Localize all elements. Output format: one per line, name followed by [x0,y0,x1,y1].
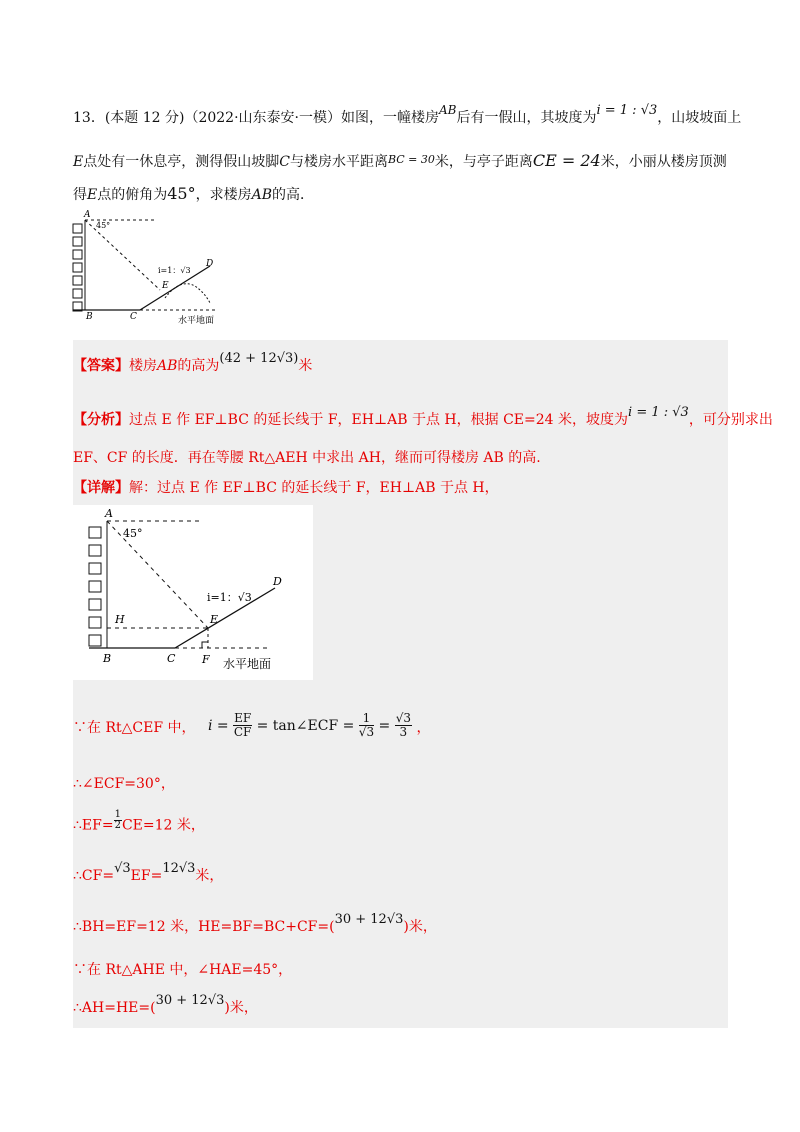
step-text: ∴CF= [73,868,115,884]
step-7 [73,993,258,1019]
step-text: )米， [224,1000,258,1016]
question-line-1 [73,103,742,129]
var-e: E [87,187,98,203]
var-c: C [279,154,290,170]
step-text: ∴AH=HE=( [73,1000,156,1016]
question-text: 13．(本题 12 分)（2022·山东泰安·一模）如图，一幢楼房 [73,110,439,126]
frac-num: EF [234,711,252,725]
step-6 [73,960,292,980]
slope-formula [207,711,417,739]
analysis-text: EF、CF 的长度．再在等腰 Rt△AEH 中求出 AH，继而可得楼房 AB 的高. [73,450,541,466]
slope-expr: i = 1 : √3 [628,405,689,420]
question-line-3 [73,184,314,205]
var-ab: AB [438,103,457,117]
question-figure [70,208,240,328]
label-angle: 45° [96,221,111,230]
detail-tag: 【详解】 [73,480,129,496]
question-text: 得 [73,187,87,203]
label-a: A [84,210,91,220]
label-a: A [105,507,113,520]
step-3 [73,809,205,836]
analysis-text: ，可分别求出 [688,412,773,428]
solution-figure [73,505,313,680]
analysis-text: 过点 E 作 EF⊥BC 的延长线于 F，EH⊥AB 于点 H，根据 CE=24 米，坡度为 [129,412,629,428]
analysis-tag: 【分析】 [73,412,129,428]
var-ab: AB [251,187,272,203]
label-e: E [162,281,169,291]
step-text: ∴EF= [73,817,114,834]
frac-den: √3 [358,725,375,739]
label-b: B [103,652,112,665]
frac-num: √3 [395,711,411,725]
detail-text: 解：过点 E 作 EF⊥BC 的延长线于 F，EH⊥AB 于点 H， [129,480,499,496]
question-text: 的高． [272,187,314,203]
label-h: H [115,613,125,626]
formula-i: i = [207,717,229,734]
ground-label: 水平地面 [223,657,272,671]
step-text: EF= [130,868,163,884]
step-text: CE=12 米， [121,817,205,834]
question-text: 米，与亭子距离 [434,154,533,170]
frac-num: 1 [359,712,374,726]
step-text: ∵在 Rt△CEF 中， [73,719,196,736]
ground-label: 水平地面 [178,316,215,326]
step-4 [73,861,224,887]
question-text: 点的俯角为 [97,187,168,203]
fraction-1-2 [114,810,122,831]
label-d: D [273,575,282,588]
fraction-ef-cf [233,712,252,739]
slope-label: i=1：√3 [158,266,191,275]
slope-expr: i = 1 : √3 [596,103,658,118]
slope-label: i=1：√3 [207,591,252,604]
label-angle: 45° [123,527,143,540]
question-text: 点处有一休息亭，测得假山坡脚 [83,154,280,170]
frac-den: 3 [399,725,408,739]
step-2 [73,774,175,794]
answer-value: (42 + 12√3) [219,351,299,366]
step-text: ， [416,719,431,736]
var-ab: AB [157,358,178,374]
step-text: )米， [403,919,437,935]
value-12sqrt3: 12√3 [162,861,196,876]
bc-expr: BC = 30 [387,153,435,166]
step-text: 米， [195,868,224,884]
step-text: ∴∠ECF=30°， [73,776,175,792]
fraction-1-sqrt3 [359,712,374,739]
question-line-2 [73,151,727,173]
question-text: ，求楼房 [195,187,252,203]
question-text: 米，小丽从楼房顶测 [600,154,727,170]
value-30-12sqrt3: 30 + 12√3 [334,912,404,927]
analysis-line-1 [73,405,773,431]
label-f: F [202,653,210,666]
step-1 [73,712,430,739]
frac-num: 1 [114,809,121,820]
frac-den: 2 [114,820,121,831]
step-5 [73,912,437,938]
answer-text: 楼房 [129,358,157,374]
answer-text: 的高为 [177,358,220,374]
answer-tag: 【答案】 [73,358,129,374]
detail-line-1 [73,478,499,498]
label-d: D [206,259,214,269]
analysis-line-2 [73,448,541,468]
question-text: ，山坡坡面上 [657,110,742,126]
angle-45: 45° [167,184,196,203]
sqrt3: √3 [114,861,131,876]
frac-den: CF [233,725,252,739]
answer-unit: 米 [298,358,313,374]
step-text: ∵在 Rt△AHE 中，∠HAE=45°， [73,962,293,978]
step-text: ∴BH=EF=12 米，HE=BF=BC+CF=( [73,919,335,935]
question-text: 与楼房水平距离 [289,154,388,170]
value-30-12sqrt3: 30 + 12√3 [155,993,225,1008]
label-c: C [167,652,176,665]
answer-line [73,351,313,377]
fraction-sqrt3-3 [395,712,412,739]
ce-expr: CE = 24 [532,151,601,170]
label-e: E [210,613,219,626]
question-text: 后有一假山，其坡度为 [456,110,597,126]
label-c: C [130,312,137,322]
var-e: E [73,154,84,170]
formula-tan: = tan∠ECF = [256,717,355,734]
formula-eq: = [378,717,391,734]
label-b: B [86,312,93,322]
